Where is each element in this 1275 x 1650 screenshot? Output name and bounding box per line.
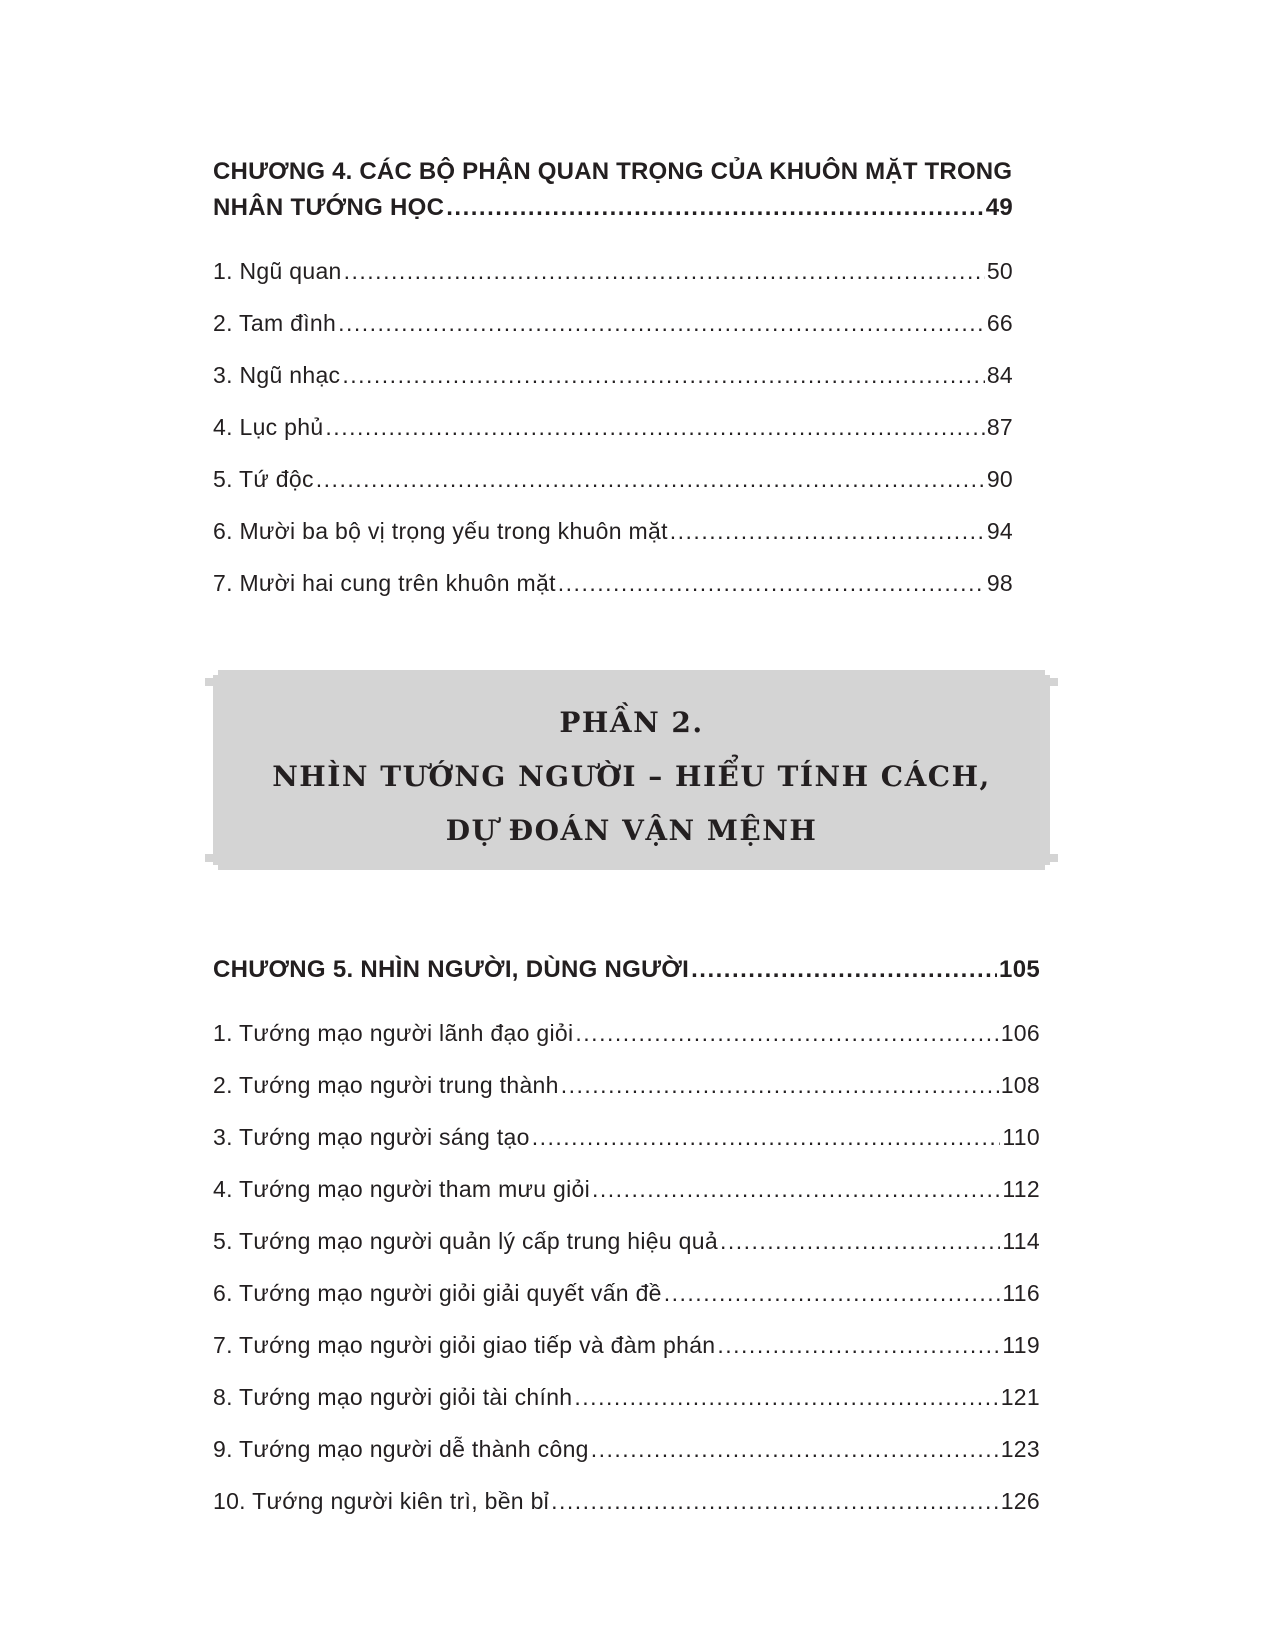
chapter-5-page: 105 [999, 956, 1040, 983]
leader-dots [592, 1176, 1000, 1203]
leader-dots [561, 1072, 999, 1099]
chapter-5-heading [213, 956, 1040, 984]
banner-edge-dot [207, 844, 211, 848]
part-2-title-line-2: DỰ ĐOÁN VẬN MỆNH [445, 814, 818, 847]
toc-entry-page: 114 [1002, 1228, 1040, 1254]
toc-entry [213, 1176, 1040, 1228]
toc-entry-page: 84 [986, 362, 1013, 388]
toc-entry [213, 570, 1013, 622]
toc-entry [213, 1332, 1040, 1384]
banner-corner [205, 678, 213, 686]
toc-entry-page: 66 [986, 310, 1013, 336]
toc-entry-page: 121 [1000, 1384, 1040, 1410]
toc-entry-label: 5. Tứ độc [213, 466, 314, 492]
toc-entry-label: 4. Tướng mạo người tham mưu giỏi [213, 1176, 591, 1202]
leader-dots [342, 362, 984, 389]
banner-notch [213, 670, 218, 675]
toc-entry [213, 1436, 1040, 1488]
toc-entry-page: 106 [1000, 1020, 1040, 1046]
leader-dots [532, 1124, 1001, 1151]
leader-dots [316, 466, 985, 493]
banner-corner [1050, 678, 1058, 686]
toc-entry-label: 8. Tướng mạo người giỏi tài chính [213, 1384, 573, 1410]
toc-entry [213, 518, 1013, 570]
banner-corner [1050, 854, 1058, 862]
leader-dots [551, 1488, 999, 1515]
toc-entry-page: 94 [986, 518, 1013, 544]
toc-entry [213, 310, 1013, 362]
toc-entry-label: 6. Mười ba bộ vị trọng yếu trong khuôn mặt [213, 518, 668, 544]
toc-entry-label: 1. Tướng mạo người lãnh đạo giỏi [213, 1020, 574, 1046]
toc-entry [213, 1228, 1040, 1280]
toc-entry [213, 1384, 1040, 1436]
toc-entry-page: 116 [1002, 1280, 1040, 1306]
banner-notch [1045, 670, 1050, 675]
toc-entry-label: 10. Tướng người kiên trì, bền bỉ [213, 1488, 550, 1514]
leader-dots [691, 956, 997, 984]
leader-dots [720, 1228, 1000, 1255]
toc-entry-page: 112 [1002, 1176, 1040, 1202]
toc-entry-page: 98 [986, 570, 1013, 596]
chapter-4-page: 49 [985, 194, 1013, 221]
toc-entry-label: 5. Tướng mạo người quản lý cấp trung hiệu quả [213, 1228, 718, 1254]
chapter-5-list [213, 1020, 1040, 1540]
banner-corner [205, 854, 213, 862]
chapter-4-list [213, 258, 1013, 622]
banner-edge-dot [1052, 692, 1056, 696]
leader-dots [717, 1332, 1000, 1359]
leader-dots [574, 1384, 998, 1411]
leader-dots [325, 414, 984, 441]
toc-entry-page: 87 [986, 414, 1013, 440]
leader-dots [575, 1020, 998, 1047]
part-2-banner [213, 670, 1050, 870]
toc-entry [213, 466, 1013, 518]
toc-entry-page: 126 [1000, 1488, 1040, 1514]
banner-notch [213, 865, 218, 870]
banner-edge-dot [1052, 844, 1056, 848]
banner-notch [1045, 865, 1050, 870]
toc-entry [213, 414, 1013, 466]
toc-entry-label: 3. Ngũ nhạc [213, 362, 341, 388]
leader-dots [446, 194, 983, 222]
chapter-4-heading [213, 158, 1013, 222]
part-2-label: PHẦN 2. [559, 706, 704, 739]
toc-entry-page: 110 [1002, 1124, 1040, 1150]
leader-dots [338, 310, 985, 337]
toc-entry-page: 123 [1000, 1436, 1040, 1462]
chapter-4-title-line-2: NHÂN TƯỚNG HỌC [213, 194, 445, 221]
toc-entry-label: 3. Tướng mạo người sáng tạo [213, 1124, 530, 1150]
banner-edge-dot [207, 692, 211, 696]
toc-entry-page: 90 [986, 466, 1013, 492]
chapter-4-title-line-1: CHƯƠNG 4. CÁC BỘ PHẬN QUAN TRỌNG CỦA KHUÔN MẶT TRONG [213, 158, 1013, 185]
toc-entry [213, 1488, 1040, 1540]
toc-entry-label: 2. Tam đình [213, 310, 337, 336]
leader-dots [591, 1436, 999, 1463]
toc-entry [213, 1072, 1040, 1124]
leader-dots [670, 518, 985, 545]
toc-entry-label: 7. Tướng mạo người giỏi giao tiếp và đàm phán [213, 1332, 716, 1358]
leader-dots [664, 1280, 1001, 1307]
chapter-4-title-line-2-row [213, 194, 1013, 222]
toc-entry [213, 1124, 1040, 1176]
toc-entry-label: 1. Ngũ quan [213, 258, 342, 284]
toc-entry-page: 108 [1000, 1072, 1040, 1098]
toc-entry [213, 1280, 1040, 1332]
toc-entry-label: 4. Lục phủ [213, 414, 324, 440]
toc-entry-label: 6. Tướng mạo người giỏi giải quyết vấn đề [213, 1280, 662, 1306]
part-2-title-line-1: NHÌN TƯỚNG NGƯỜI – HIỂU TÍNH CÁCH, [272, 760, 991, 793]
toc-entry [213, 1020, 1040, 1072]
toc-entry-label: 7. Mười hai cung trên khuôn mặt [213, 570, 556, 596]
toc-entry-label: 9. Tướng mạo người dễ thành công [213, 1436, 589, 1462]
chapter-5-title-row [213, 956, 1040, 984]
leader-dots [344, 258, 985, 285]
toc-entry [213, 258, 1013, 310]
leader-dots [558, 570, 985, 597]
toc-entry-page: 119 [1002, 1332, 1040, 1358]
toc-entry [213, 362, 1013, 414]
toc-entry-label: 2. Tướng mạo người trung thành [213, 1072, 559, 1098]
chapter-5-title: CHƯƠNG 5. NHÌN NGƯỜI, DÙNG NGƯỜI [213, 956, 690, 983]
toc-entry-page: 50 [986, 258, 1013, 284]
